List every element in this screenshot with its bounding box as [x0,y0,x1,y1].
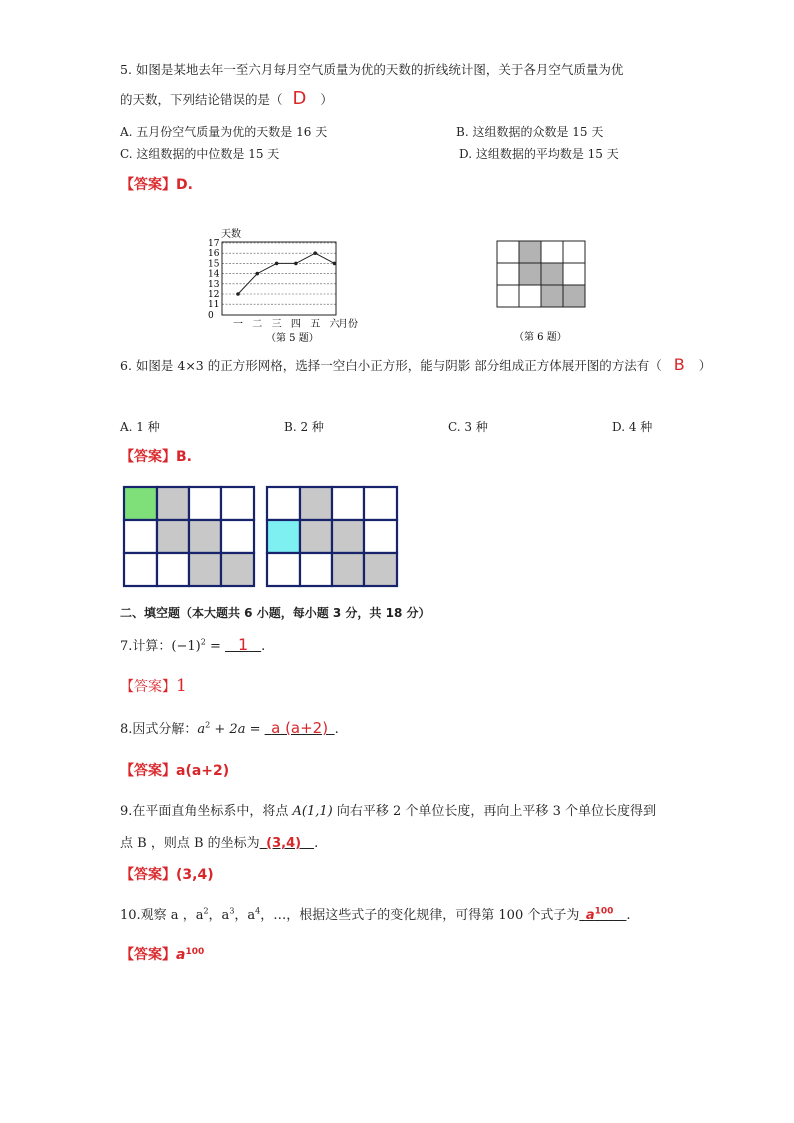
q9-line2-prefix: 点 B ，则点 B 的坐标为 [120,836,260,851]
chart-ytick-label: 11 [208,300,220,311]
q8-fill: a (a+2) [271,719,329,737]
q9-fill: (3,4) [266,836,302,851]
q6-answer: 【答案】B. [120,449,192,465]
q8-blank [265,719,335,737]
q7-end: . [261,639,266,654]
chart-xtick-label: 六 [329,319,340,330]
q6-option-c: C. 3 种 [448,420,488,434]
q10-answer-exp: 100 [185,947,205,957]
q10-answer-label: 【答案】 [120,947,176,963]
chart-xtick-label: 四 [290,319,301,330]
q10-end: . [626,908,631,923]
q7-eq: = [205,639,225,654]
q5-fill: D [292,88,307,109]
q10-exp-2: 2 [203,906,209,916]
q6-option-b: B. 2 种 [284,420,324,434]
q7-blank [225,635,261,654]
q6-stem: 6. 如图是 4×3 的正方形网格，选择一空白小正方形，能与阴影 部分组成正方体展开图的方法有（ [120,358,662,373]
q10-prefix: 10.观察 a ，a [120,908,204,923]
q5-option-c: C. 这组数据的中位数是 15 天 [120,147,280,161]
q7-expr-base: (−1) [171,639,201,654]
q10-line [120,904,631,923]
q6-option-d: D. 4 种 [612,420,653,434]
chart-xtick-label: 五 [310,319,321,330]
q5-line2-suffix: ） [320,92,333,107]
chart-xtick-label: 三 [271,319,282,330]
chart-xlabel: 月份 [338,319,358,330]
q7-answer-label: 【答案】 [120,679,176,695]
q10-mid: ，a [208,908,230,923]
q10-fill-exp: 100 [594,906,614,917]
chart-point [333,262,337,266]
q6-option-a: A. 1 种 [120,420,160,434]
q10-blank [579,908,626,923]
q5-answer: 【答案】D. [120,177,193,193]
q10-fill-base: a [585,908,595,923]
q5-line1: 5. 如图是某地去年一至六月每月空气质量为优的天数的折线统计图，关于各月空气质量为优 [120,62,624,77]
chart-ytick-label: 16 [208,249,220,260]
q7-answer-value: 1 [176,676,187,696]
q5-option-d: D. 这组数据的平均数是 15 天 [459,147,619,161]
q9-blank [260,836,314,851]
q7-fill: 1 [237,635,249,654]
fig5-caption: （第 5 题） [266,333,319,344]
chart-ytick-label: 15 [208,259,220,270]
chart-ytick-label: 14 [208,269,220,280]
section-2-heading: 二、填空题（本大题共 6 小题，每小题 3 分，共 18 分） [120,606,431,620]
q9-line1-suffix: 向右平移 2 个单位长度，再向上平移 3 个单位长度得到 [332,804,656,819]
q5-line2 [120,88,333,109]
fig6-grid [494,238,594,348]
chart-ylabel: 天数 [221,229,241,240]
q8-prefix: 8.因式分解： [120,722,198,737]
q10-exp-3: 3 [229,906,235,916]
chart-xtick-label: 二 [252,319,263,330]
q8-expr: a [197,722,206,737]
q5-line2-prefix: 的天数，下列结论错误的是（ [120,92,283,107]
q8-answer: 【答案】a(a+2) [120,763,230,779]
q9-end: . [314,836,319,851]
chart-ytick-label: 13 [208,279,220,290]
q9-point: A(1,1) [292,804,333,819]
q8-expr-rest: + 2a = [210,722,265,737]
chart-point [236,292,240,296]
q9-line1 [120,800,656,819]
chart-ytick-label: 12 [208,290,220,300]
q6-solution-grid-2 [265,485,399,588]
q8-line [120,718,339,737]
q10-exp-4: 4 [255,906,261,916]
q7-expr-exp: 2 [200,637,206,647]
q5-option-a: A. 五月份空气质量为优的天数是 16 天 [120,125,328,139]
q6-suffix: ） [698,358,712,373]
q7-prefix: 7.计算： [120,639,172,654]
q10-rest: ，…，根据这些式子的变化规律，可得第 100 个式子为 [260,908,580,923]
chart-ytick-label: 17 [208,239,220,249]
q6-solution-grid-1 [122,485,256,588]
q9-line1-prefix: 9.在平面直角坐标系中，将点 [120,804,293,819]
chart-point [275,262,279,266]
chart-xtick-label: 一 [233,319,243,330]
q10-answer-base: a [176,947,186,963]
q7-line [120,635,265,654]
fig5-line-chart [196,222,386,350]
chart-point [294,262,298,266]
chart-point [256,272,260,276]
fig6-caption: （第 6 题） [514,332,567,343]
q5-option-b: B. 这组数据的众数是 15 天 [456,125,604,139]
q9-answer: 【答案】(3,4) [120,867,214,883]
q10-mid2: ，a [234,908,256,923]
q9-line2 [120,832,318,851]
q6-fill: B [673,355,685,374]
q8-exp: 2 [205,720,211,730]
chart-ytick-label: 0 [208,311,214,321]
q7-answer [120,676,187,696]
q6-stem-line [120,355,711,374]
q8-end: . [334,722,339,737]
q10-answer [120,944,204,964]
chart-point [313,251,317,255]
